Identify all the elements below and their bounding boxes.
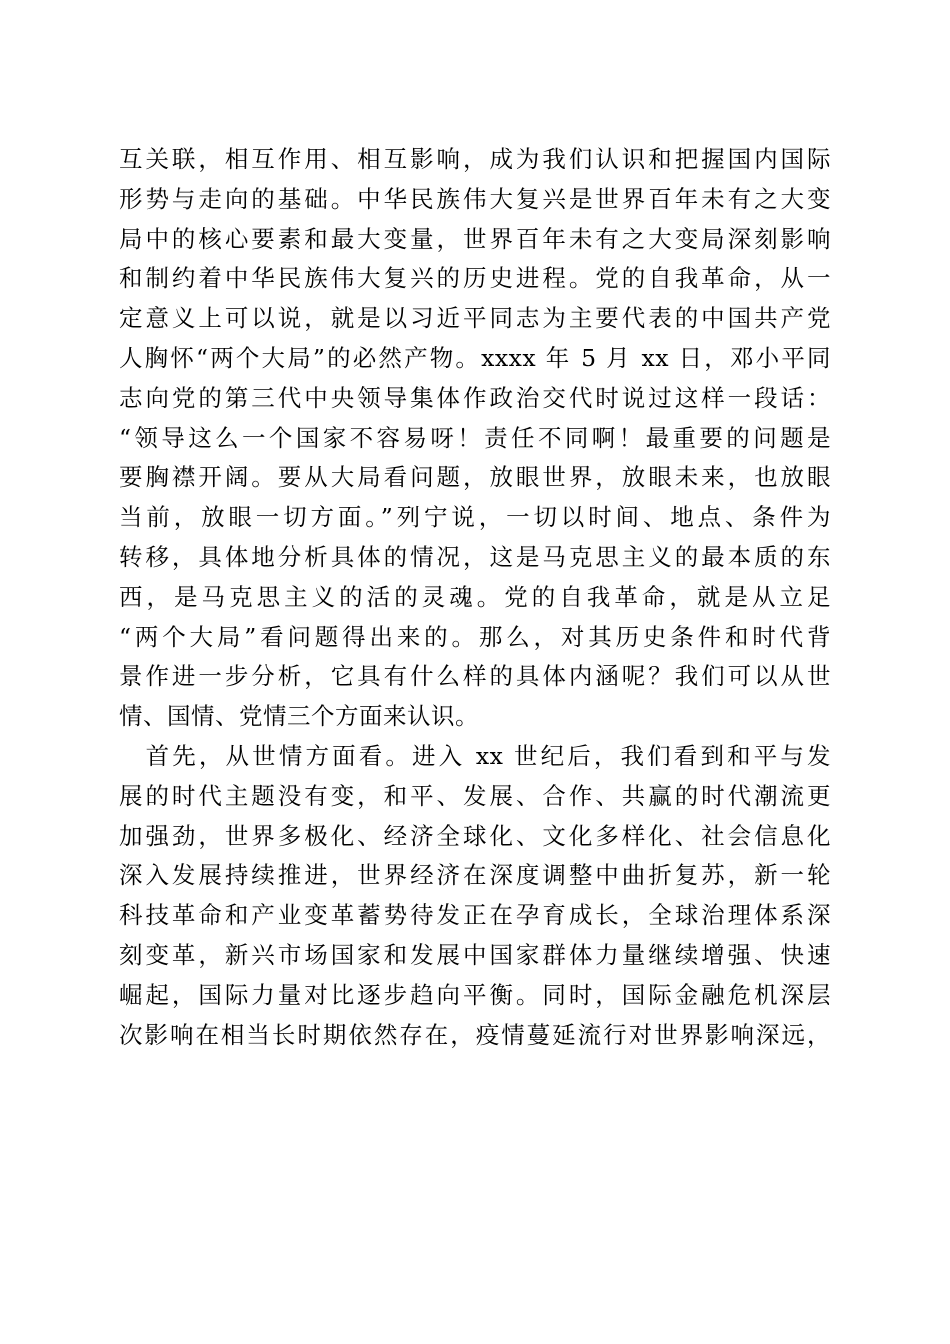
text-line: 形势与走向的基础。中华民族伟大复兴是世界百年未有之大变 <box>119 184 831 213</box>
text-line: 景作进一步分析，它具有什么样的具体内涵呢？我们可以从世 <box>119 662 831 691</box>
text-line: 刻变革，新兴市场国家和发展中国家群体力量继续增强、快速 <box>119 940 831 969</box>
text-line: 科技革命和产业变革蓄势待发正在孕育成长，全球治理体系深 <box>119 901 831 930</box>
paragraph-2 <box>119 737 831 1055</box>
text-line: 崛起，国际力量对比逐步趋向平衡。同时，国际金融危机深层 <box>119 980 831 1009</box>
text-line: “领导这么一个国家不容易呀！责任不同啊！最重要的问题是 <box>119 423 831 452</box>
text-line: 加强劲，世界多极化、经济全球化、文化多样化、社会信息化 <box>119 821 831 850</box>
document-body <box>119 140 831 1055</box>
text-line: 次影响在相当长时期依然存在，疫情蔓延流行对世界影响深远， <box>119 1020 831 1049</box>
text-line: 互关联，相互作用、相互影响，成为我们认识和把握国内国际 <box>119 145 831 173</box>
text-line: 深入发展持续推进，世界经济在深度调整中曲折复苏，新一轮 <box>119 861 831 890</box>
text-line: 局中的核心要素和最大变量，世界百年未有之大变局深刻影响 <box>119 224 831 253</box>
text-line: 定意义上可以说，就是以习近平同志为主要代表的中国共产党 <box>119 304 831 333</box>
text-line: 要胸襟开阔。要从大局看问题，放眼世界，放眼未来，也放眼 <box>119 463 831 492</box>
text-line: 西，是马克思主义的活的灵魂。党的自我革命，就是从立足 <box>119 582 831 611</box>
text-line: 情、国情、党情三个方面来认识。 <box>119 702 479 731</box>
text-line: 人胸怀“两个大局”的必然产物。xxxx 年 5 月 xx 日，邓小平同 <box>119 343 831 372</box>
text-line: 转移，具体地分析具体的情况，这是马克思主义的最本质的东 <box>119 542 831 571</box>
text-line: 志向党的第三代中央领导集体作政治交代时说过这样一段话： <box>119 383 831 412</box>
text-line: 和制约着中华民族伟大复兴的历史进程。党的自我革命，从一 <box>119 264 831 293</box>
text-line: 首先，从世情方面看。进入 xx 世纪后，我们看到和平与发 <box>119 741 831 770</box>
text-line: “两个大局”看问题得出来的。那么，对其历史条件和时代背 <box>119 622 831 651</box>
text-line: 当前，放眼一切方面。”列宁说，一切以时间、地点、条件为 <box>119 503 831 532</box>
paragraph-1 <box>119 140 831 737</box>
text-line: 展的时代主题没有变，和平、发展、合作、共赢的时代潮流更 <box>119 781 831 810</box>
